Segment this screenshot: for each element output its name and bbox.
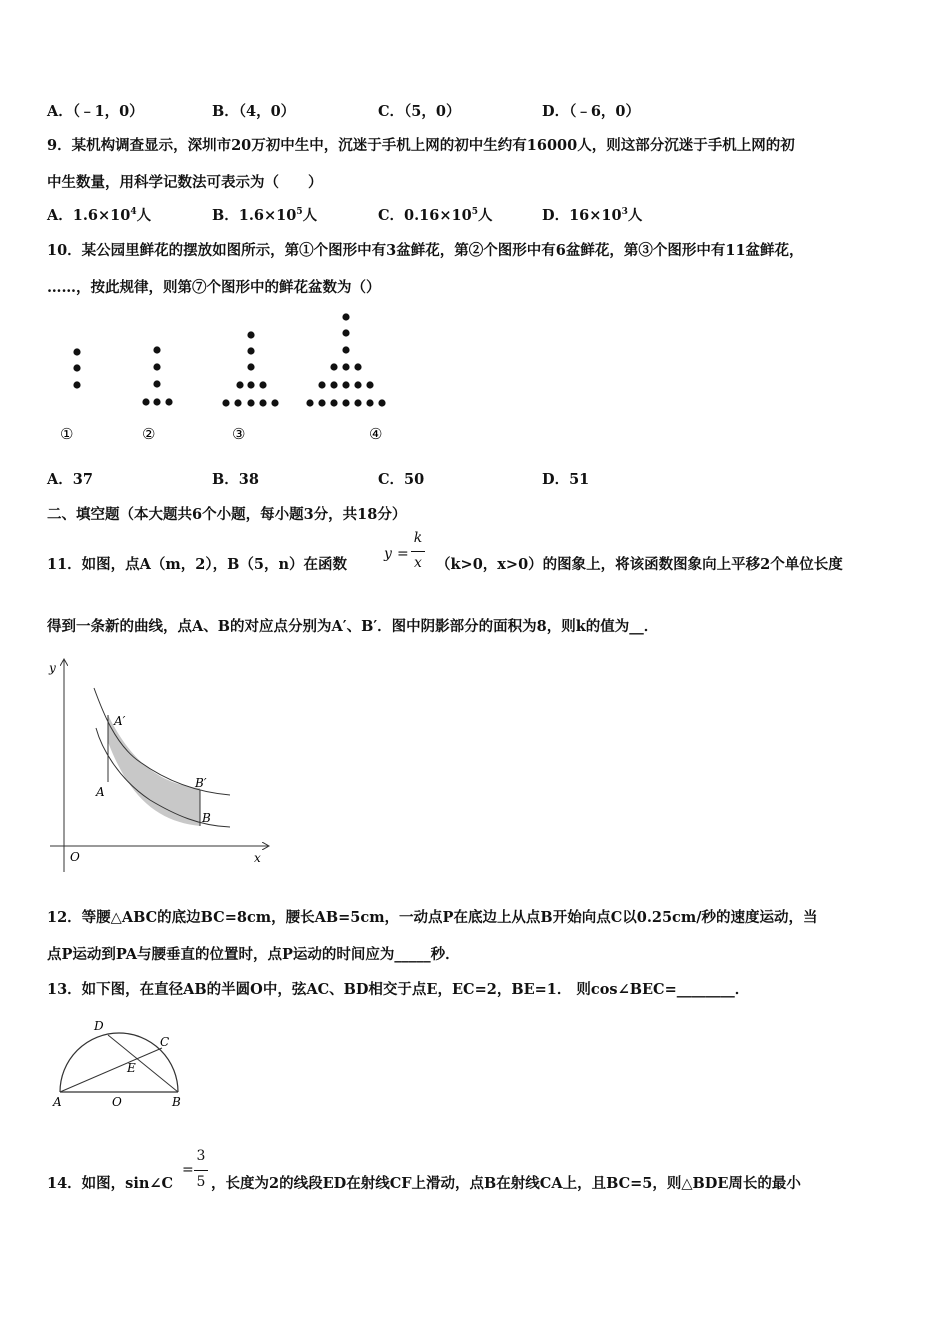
q11-line1-post: （k>0，x>0）的图象上，将该函数图象向上平移2个单位长度 (436, 556, 843, 573)
flower-dot-fig2 (165, 398, 172, 405)
label-e: E (127, 1061, 136, 1075)
fig-label-2: ② (142, 425, 156, 443)
q14-line-post: ，长度为2的线段ED在射线CF上滑动，点B在射线CA上，且BC=5，则△BDE周长的最小 (211, 1175, 801, 1192)
flower-dot-fig4 (342, 381, 349, 388)
q11-graph-figure (40, 650, 280, 880)
q10-option-b: B．38 (212, 471, 259, 488)
label-y: y (49, 661, 56, 675)
flower-dot-fig2 (142, 398, 149, 405)
label-a: A (53, 1095, 62, 1109)
q11-func-denominator: x (414, 555, 422, 571)
q11-func-numerator: k (413, 530, 423, 546)
flower-dot-fig3 (259, 381, 266, 388)
flower-dot-fig3 (247, 363, 254, 370)
flower-dot-fig4 (330, 381, 337, 388)
flower-dot-fig3 (222, 399, 229, 406)
fig-label-3: ③ (232, 425, 246, 443)
flower-dot-fig2 (153, 380, 160, 387)
flower-dot-fig4 (342, 346, 349, 353)
q13-semicircle-figure (50, 1015, 190, 1110)
q14-numerator: 3 (196, 1148, 206, 1164)
q11-line1-pre: 11．如图，点A（m，2），B（5，n）在函数 (47, 556, 347, 573)
flower-dot-fig4 (342, 329, 349, 336)
fig-label-4: ④ (369, 425, 383, 443)
label-c: C (160, 1035, 170, 1049)
label-b-prime: B′ (195, 776, 207, 790)
q8-option-d: D．（﹣6，0） (542, 103, 641, 120)
q9-line1: 9．某机构调查显示，深圳市20万初中生中，沉迷于手机上网的初中生约有16000人，则这部分沉迷于手机上网的初 (47, 137, 795, 154)
q10-line1: 10．某公园里鲜花的摆放如图所示，第①个图形中有3盆鲜花，第②个图形中有6盆鲜花，第③个图形中有11盆鲜花， (47, 242, 804, 259)
q9-option-d: D．$16\times 10^3$人 (542, 207, 643, 224)
flower-dot-fig4 (354, 399, 361, 406)
flower-dot-fig4 (318, 399, 325, 406)
flower-pattern-figure (0, 0, 950, 460)
q9-line2: 中生数量，用科学记数法可表示为（ ） (47, 174, 323, 191)
label-b: B (202, 811, 211, 825)
shaded-region (108, 715, 200, 826)
flower-dot-fig4 (354, 363, 361, 370)
flower-dot-fig1 (73, 381, 80, 388)
q8-option-a: A．（﹣1，0） (47, 103, 144, 120)
chord-ac (60, 1048, 162, 1092)
q13-line1: 13．如下图，在直径AB的半圆O中，弦AC、BD相交于点E，EC=2，BE=1． 则cos∠BEC=________． (47, 981, 750, 998)
flower-dot-fig4 (342, 313, 349, 320)
q11-line2: 得到一条新的曲线，点A、B的对应点分别为A′、B′．图中阴影部分的面积为8，则k的值为__． (47, 618, 659, 635)
flower-dot-fig3 (247, 331, 254, 338)
flower-dot-fig1 (73, 364, 80, 371)
flower-dot-fig4 (330, 399, 337, 406)
q10-option-d: D．51 (542, 471, 590, 488)
label-o: O (112, 1095, 122, 1109)
q9-option-a: A．$1.6\times 10^4$人 (47, 207, 152, 224)
q8-option-c: C．（5，0） (378, 103, 461, 120)
q12-line2: 点P运动到PA与腰垂直的位置时，点P运动的时间应为_____秒． (47, 946, 460, 963)
flower-dot-fig4 (318, 381, 325, 388)
flower-dot-fig3 (259, 399, 266, 406)
flower-dot-fig4 (366, 381, 373, 388)
q14-eq: = (182, 1162, 194, 1178)
q9-option-b: B．$1.6\times 10^5$人 (212, 207, 318, 224)
q11-func-y: y (384, 546, 392, 562)
flower-dot-fig3 (234, 399, 241, 406)
q12-line1: 12．等腰△ABC的底边BC=8cm，腰长AB=5cm，一动点P在底边上从点B开始向点C以0.25cm/秒的速度运动，当 (47, 909, 818, 926)
label-o: O (70, 850, 80, 864)
flower-dot-fig2 (153, 398, 160, 405)
q10-line2: ……，按此规律，则第⑦个图形中的鲜花盆数为（） (47, 279, 381, 296)
flower-dot-fig4 (366, 399, 373, 406)
flower-dot-fig3 (247, 399, 254, 406)
label-x: x (254, 851, 261, 865)
label-a-prime: A′ (114, 714, 126, 728)
flower-dot-fig4 (354, 381, 361, 388)
flower-dot-fig1 (73, 348, 80, 355)
flower-dot-fig4 (378, 399, 385, 406)
q10-option-c: C．50 (378, 471, 425, 488)
flower-dot-fig3 (236, 381, 243, 388)
flower-dot-fig4 (342, 363, 349, 370)
q14-fraction-bar (194, 1170, 208, 1171)
flower-dot-fig4 (330, 363, 337, 370)
q14-line-pre: 14．如图，sin∠C (47, 1175, 174, 1192)
q11-func-eq: = (397, 546, 409, 562)
q8-option-b: B．（4，0） (212, 103, 296, 120)
q10-option-a: A．37 (47, 471, 93, 488)
fig-label-1: ① (60, 425, 74, 443)
flower-dot-fig3 (271, 399, 278, 406)
q9-option-c: C．$0.16\times 10^5$人 (378, 207, 493, 224)
q11-fraction-bar (411, 551, 425, 552)
flower-dot-fig3 (247, 381, 254, 388)
flower-dot-fig2 (153, 363, 160, 370)
flower-dot-fig3 (247, 347, 254, 354)
flower-dot-fig4 (306, 399, 313, 406)
flower-dot-fig4 (342, 399, 349, 406)
label-b: B (172, 1095, 181, 1109)
section-2-heading: 二、填空题（本大题共6个小题，每小题3分，共18分） (47, 506, 407, 523)
label-a: A (96, 785, 105, 799)
flower-dot-fig2 (153, 346, 160, 353)
label-d: D (94, 1019, 104, 1033)
q14-denominator: 5 (196, 1174, 206, 1190)
